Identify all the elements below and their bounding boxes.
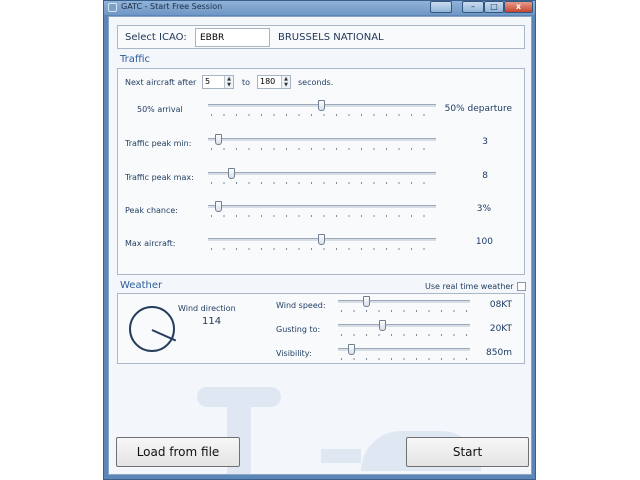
slider-thumb[interactable] [228, 168, 235, 179]
peak-min-slider[interactable] [208, 133, 436, 153]
realtime-weather-checkbox[interactable] [517, 282, 526, 291]
peak-max-value: 8 [482, 171, 488, 181]
visibility-slider[interactable] [338, 343, 470, 363]
next-from-value: 5 [205, 77, 211, 86]
airport-name: BRUSSELS NATIONAL [278, 32, 384, 43]
gusting-slider[interactable] [338, 319, 470, 339]
wind-speed-label: Wind speed: [276, 301, 326, 310]
departure-label: 50% departure [444, 104, 512, 114]
next-to-label: to [242, 78, 251, 87]
arrival-label: 50% arrival [137, 105, 183, 114]
wind-direction-label: Wind direction [178, 304, 236, 313]
balance-slider[interactable] [208, 99, 436, 119]
wind-direction-compass-icon [129, 306, 175, 352]
slider-thumb[interactable] [318, 234, 325, 245]
wind-speed-value: 08KT [489, 300, 512, 310]
wind-direction-value: 114 [202, 316, 222, 327]
spin-up-icon[interactable]: ▲ [225, 76, 233, 82]
load-from-file-button[interactable]: Load from file [116, 437, 240, 467]
realtime-weather-label: Use real time weather [425, 282, 514, 291]
next-unit-label: seconds. [298, 78, 334, 87]
next-to-value: 180 [260, 77, 276, 86]
next-to-stepper[interactable] [257, 75, 291, 89]
slider-ticks [341, 358, 469, 360]
maximize-button[interactable]: □ [484, 1, 504, 13]
icao-group [117, 25, 525, 49]
slider-ticks [211, 182, 435, 184]
slider-thumb[interactable] [215, 201, 222, 212]
slider-track[interactable] [208, 205, 436, 208]
traffic-section-title: Traffic [120, 54, 151, 65]
slider-track[interactable] [208, 138, 436, 141]
traffic-group [117, 68, 525, 275]
close-button[interactable]: x [504, 1, 533, 13]
max-aircraft-slider[interactable] [208, 233, 436, 253]
visibility-label: Visibility: [276, 349, 312, 358]
start-button[interactable]: Start [406, 437, 529, 467]
icao-label: Select ICAO: [125, 32, 187, 43]
minimize-button[interactable]: – [462, 1, 484, 13]
peak-chance-slider[interactable] [208, 200, 436, 220]
slider-ticks [211, 148, 435, 150]
slider-ticks [341, 310, 469, 312]
spin-down-icon[interactable]: ▼ [282, 82, 290, 88]
title-bar[interactable] [104, 1, 535, 15]
slider-ticks [341, 334, 469, 336]
slider-thumb[interactable] [379, 320, 386, 331]
slider-ticks [211, 114, 435, 116]
slider-thumb[interactable] [363, 296, 370, 307]
slider-track[interactable] [338, 324, 470, 327]
wind-speed-slider[interactable] [338, 295, 470, 315]
peak-chance-label: Peak chance: [125, 206, 178, 215]
slider-track[interactable] [338, 300, 470, 303]
app-window [103, 0, 536, 480]
visibility-value: 850m [486, 348, 512, 358]
slider-ticks [211, 248, 435, 250]
slider-thumb[interactable] [215, 134, 222, 145]
peak-chance-value: 3% [476, 204, 491, 214]
slider-track[interactable] [338, 348, 470, 351]
max-aircraft-label: Max aircraft: [125, 239, 176, 248]
peak-max-label: Traffic peak max: [125, 173, 194, 182]
peak-min-value: 3 [482, 137, 488, 147]
slider-thumb[interactable] [318, 100, 325, 111]
slider-track[interactable] [208, 172, 436, 175]
weather-group [117, 293, 525, 364]
app-icon [108, 3, 117, 12]
extra-button[interactable] [430, 1, 452, 13]
next-from-stepper[interactable] [202, 75, 234, 89]
weather-section-title: Weather [120, 280, 163, 291]
slider-ticks [211, 215, 435, 217]
spin-up-icon[interactable]: ▲ [282, 76, 290, 82]
wind-direction-needle [152, 329, 177, 341]
window-title: GATC - Start Free Session [121, 2, 223, 11]
gusting-value: 20KT [489, 324, 512, 334]
peak-min-label: Traffic peak min: [125, 139, 192, 148]
slider-thumb[interactable] [348, 344, 355, 355]
max-aircraft-value: 100 [475, 237, 493, 247]
gusting-label: Gusting to: [276, 325, 321, 334]
icao-input[interactable]: EBBR [195, 28, 270, 47]
dialog-body [108, 16, 532, 475]
spin-down-icon[interactable]: ▼ [225, 82, 233, 88]
peak-max-slider[interactable] [208, 167, 436, 187]
next-aircraft-label: Next aircraft after [125, 78, 197, 87]
